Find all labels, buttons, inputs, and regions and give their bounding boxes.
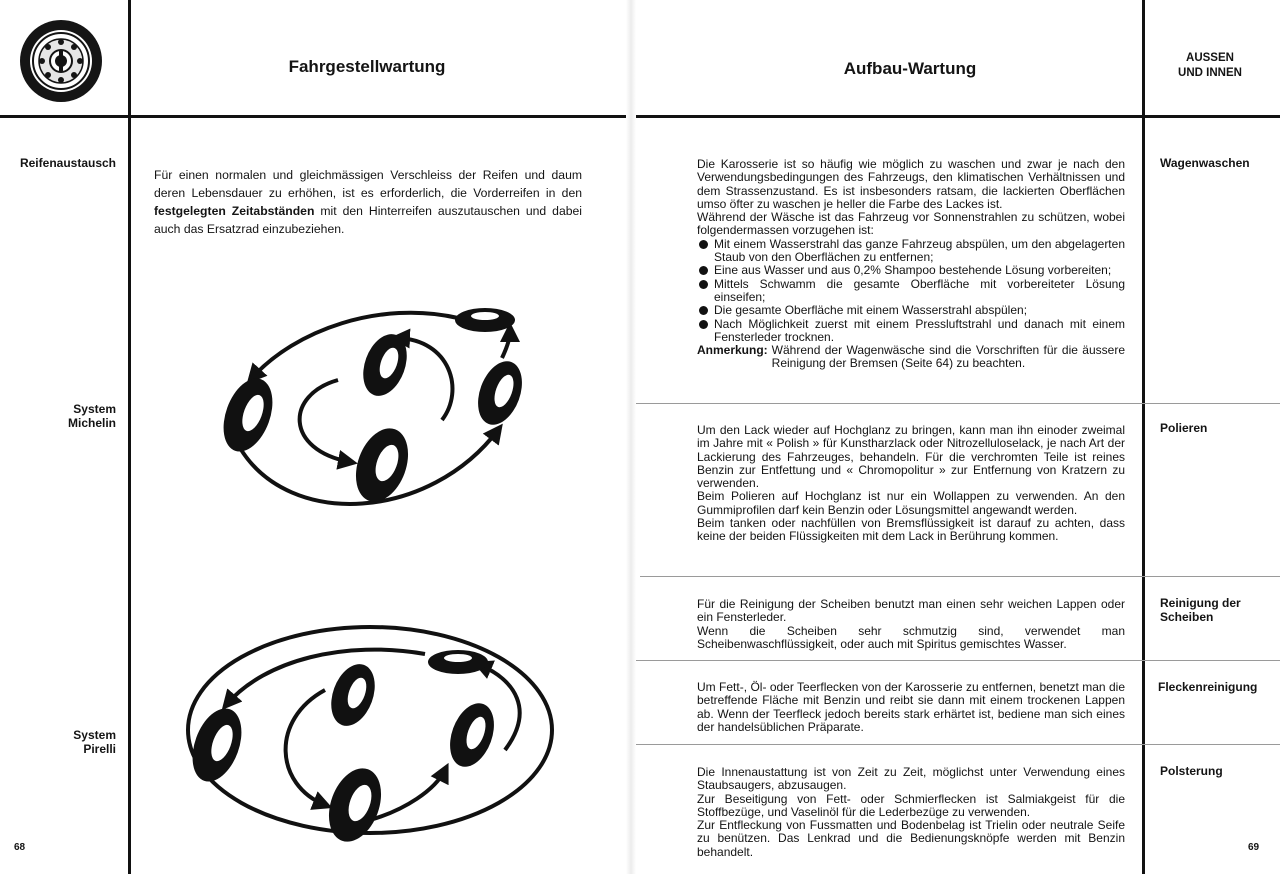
polieren-body (697, 424, 1125, 544)
polsterung-p1: Die Innenaustattung ist von Zeit zu Zeit, möglichst unter Verwendung eines Staubsaugers, abzusaugen. (697, 765, 1125, 793)
scheiben-p1: Für die Reinigung der Scheiben benutzt man einen sehr weichen Lappen oder ein Fensterleder. (697, 597, 1125, 625)
michelin-label-line1: System (73, 402, 116, 416)
left-column-rule (128, 0, 131, 874)
scheiben-body (697, 598, 1125, 651)
michelin-label-line2: Michelin (67, 416, 116, 430)
section-divider-1 (636, 403, 1280, 404)
section-label-polieren: Polieren (1160, 421, 1208, 435)
polieren-p1: Um den Lack wieder auf Hochglanz zu bringen, kann man ihn einoder zweimal im Jahre mit « Polish » für Kunstharzlack oder Nitrozelluloselack, je nach Art der Lackierung des Fahrzeuges, behandeln. Für die verchromten Teile ist reines Benzin zur Entfettung und « Chromopolitur » zur Entfernung von Kratzern zu verwenden. (697, 423, 1125, 491)
right-page-title: Aufbau-Wartung (843, 59, 977, 78)
list-item: Eine aus Wasser und aus 0,2% Shampoo bestehende Lösung vorbereiten; (697, 264, 1125, 277)
page-gutter (626, 0, 636, 874)
section-label-wagenwaschen: Wagenwaschen (1160, 156, 1250, 170)
reifen-text-b: mit den Hinterreifen auszutauschen und dabei auch das Ersatzrad einzubeziehen. (154, 204, 582, 236)
list-item: Nach Möglichkeit zuerst mit einem Pressluftstrahl und danach mit einem Fensterleder trocknen. (697, 318, 1125, 345)
polieren-p3: Beim tanken oder nachfüllen von Bremsflüssigkeit ist darauf zu achten, dass keine der beiden Flüssigkeiten mit dem Lack in Berührung kommen. (697, 516, 1125, 544)
flecken-body (697, 681, 1125, 734)
scheiben-label-line2: Scheiben (1160, 610, 1214, 624)
right-page-number: 69 (1248, 842, 1260, 853)
reifen-text-a: Für einen normalen und gleichmässigen Verschleiss der Reifen und daum deren Lebensdauer zu erhöhen, ist es erforderlich, die Vorderreifen in den (154, 168, 582, 200)
wagenwaschen-p2: Während der Wäsche ist das Fahrzeug vor Sonnenstrahlen zu schützen, wobei folgendermassen vorzugehen ist: (697, 210, 1125, 238)
section-divider-2 (640, 576, 1280, 577)
list-item: Die gesamte Oberfläche mit einem Wasserstrahl abspülen; (697, 304, 1125, 317)
wagenwaschen-p1: Die Karosserie ist so häufig wie möglich zu waschen und zwar je nach den Verwendungsbedingungen des Fahrzeugs, den klimatischen Verhältnissen und dem Strassenzustand. Es ist insbesonders ratsam, die lackierten Oberflächen umso öfter zu waschen je heller die Farbe des Lackes ist. (697, 157, 1125, 211)
left-page-number: 68 (14, 842, 26, 853)
scheiben-p2: Wenn die Scheiben sehr schmutzig sind, verwendet man Scheibenwaschflüssigkeit, oder auch mit Spiritus gemischtes Wasser. (697, 623, 1125, 651)
polsterung-p3: Zur Entfleckung von Fussmatten und Bodenbelag ist Trielin oder neutrale Seife zu benützen. Das Lenkrad und die Bedienungsknöpfe werden mit Benzin behandelt. (697, 818, 1125, 859)
section-label-fleckenreinigung: Fleckenreinigung (1158, 680, 1258, 694)
tire-icon (455, 308, 515, 332)
wagenwaschen-note (697, 344, 1125, 371)
list-item: Mittels Schwamm die gesamte Oberfläche mit vorbereiteter Lösung einseifen; (697, 278, 1125, 305)
note-text: Während der Wagenwäsche sind die Vorschriften für die äussere Reinigung der Bremsen (Seite 64) zu beachten. (771, 343, 1125, 371)
reifen-paragraph (154, 166, 582, 238)
wheel-icon (18, 18, 104, 104)
right-column-rule (1142, 0, 1145, 874)
wagenwaschen-body (697, 158, 1125, 371)
note-label: Anmerkung: (697, 343, 768, 358)
section-label-scheiben (1160, 596, 1241, 624)
diagram-label-pirelli (4, 728, 116, 756)
flecken-p1: Um Fett-, Öl- oder Teerflecken von der Karosserie zu entfernen, benetzt man die betreffende Fläche mit Benzin und reibt sie dann mit einem trockenen Lappen ab. Wenn der Teerfleck jedoch bereits stark erhärtet ist, bediene man sich eines der handelsüblichen Präparate. (697, 680, 1125, 734)
tire-rotation-diagram-michelin (180, 280, 580, 530)
corner-category-label (1150, 51, 1270, 81)
section-divider-4 (636, 744, 1280, 745)
corner-label-line2: UND INNEN (1178, 67, 1242, 79)
pirelli-label-line1: System (73, 728, 116, 742)
polsterung-body (697, 766, 1125, 859)
polsterung-p2: Zur Beseitigung von Fett- oder Schmierflecken ist Salmiakgeist für die Stoffbezüge, und Vaselinöl für die Lederbezüge zu verwenden. (697, 791, 1125, 819)
reifen-text-bold: festgelegten Zeitabständen (154, 204, 315, 218)
left-page-title: Fahrgestellwartung (288, 57, 446, 76)
tire-rotation-diagram-pirelli (175, 620, 565, 870)
diagram-label-michelin (4, 402, 116, 430)
section-divider-3 (636, 660, 1280, 661)
wagenwaschen-steps (697, 238, 1125, 344)
scheiben-label-line1: Reinigung der (1160, 596, 1241, 610)
section-label-reifenaustausch: Reifenaustausch (19, 156, 116, 170)
corner-label-line1: AUSSEN (1186, 52, 1234, 64)
pirelli-label-line2: Pirelli (83, 742, 116, 756)
header-rule (0, 115, 1280, 118)
list-item: Mit einem Wasserstrahl das ganze Fahrzeug abspülen, um den abgelagerten Staub von den Oberflächen zu entfernen; (697, 238, 1125, 265)
polieren-p2: Beim Polieren auf Hochglanz ist nur ein Wollappen zu verwenden. An den Gummiprofilen darf kein Benzin oder Lösungsmittel angewandt werden. (697, 489, 1125, 517)
section-label-polsterung: Polsterung (1160, 764, 1223, 778)
